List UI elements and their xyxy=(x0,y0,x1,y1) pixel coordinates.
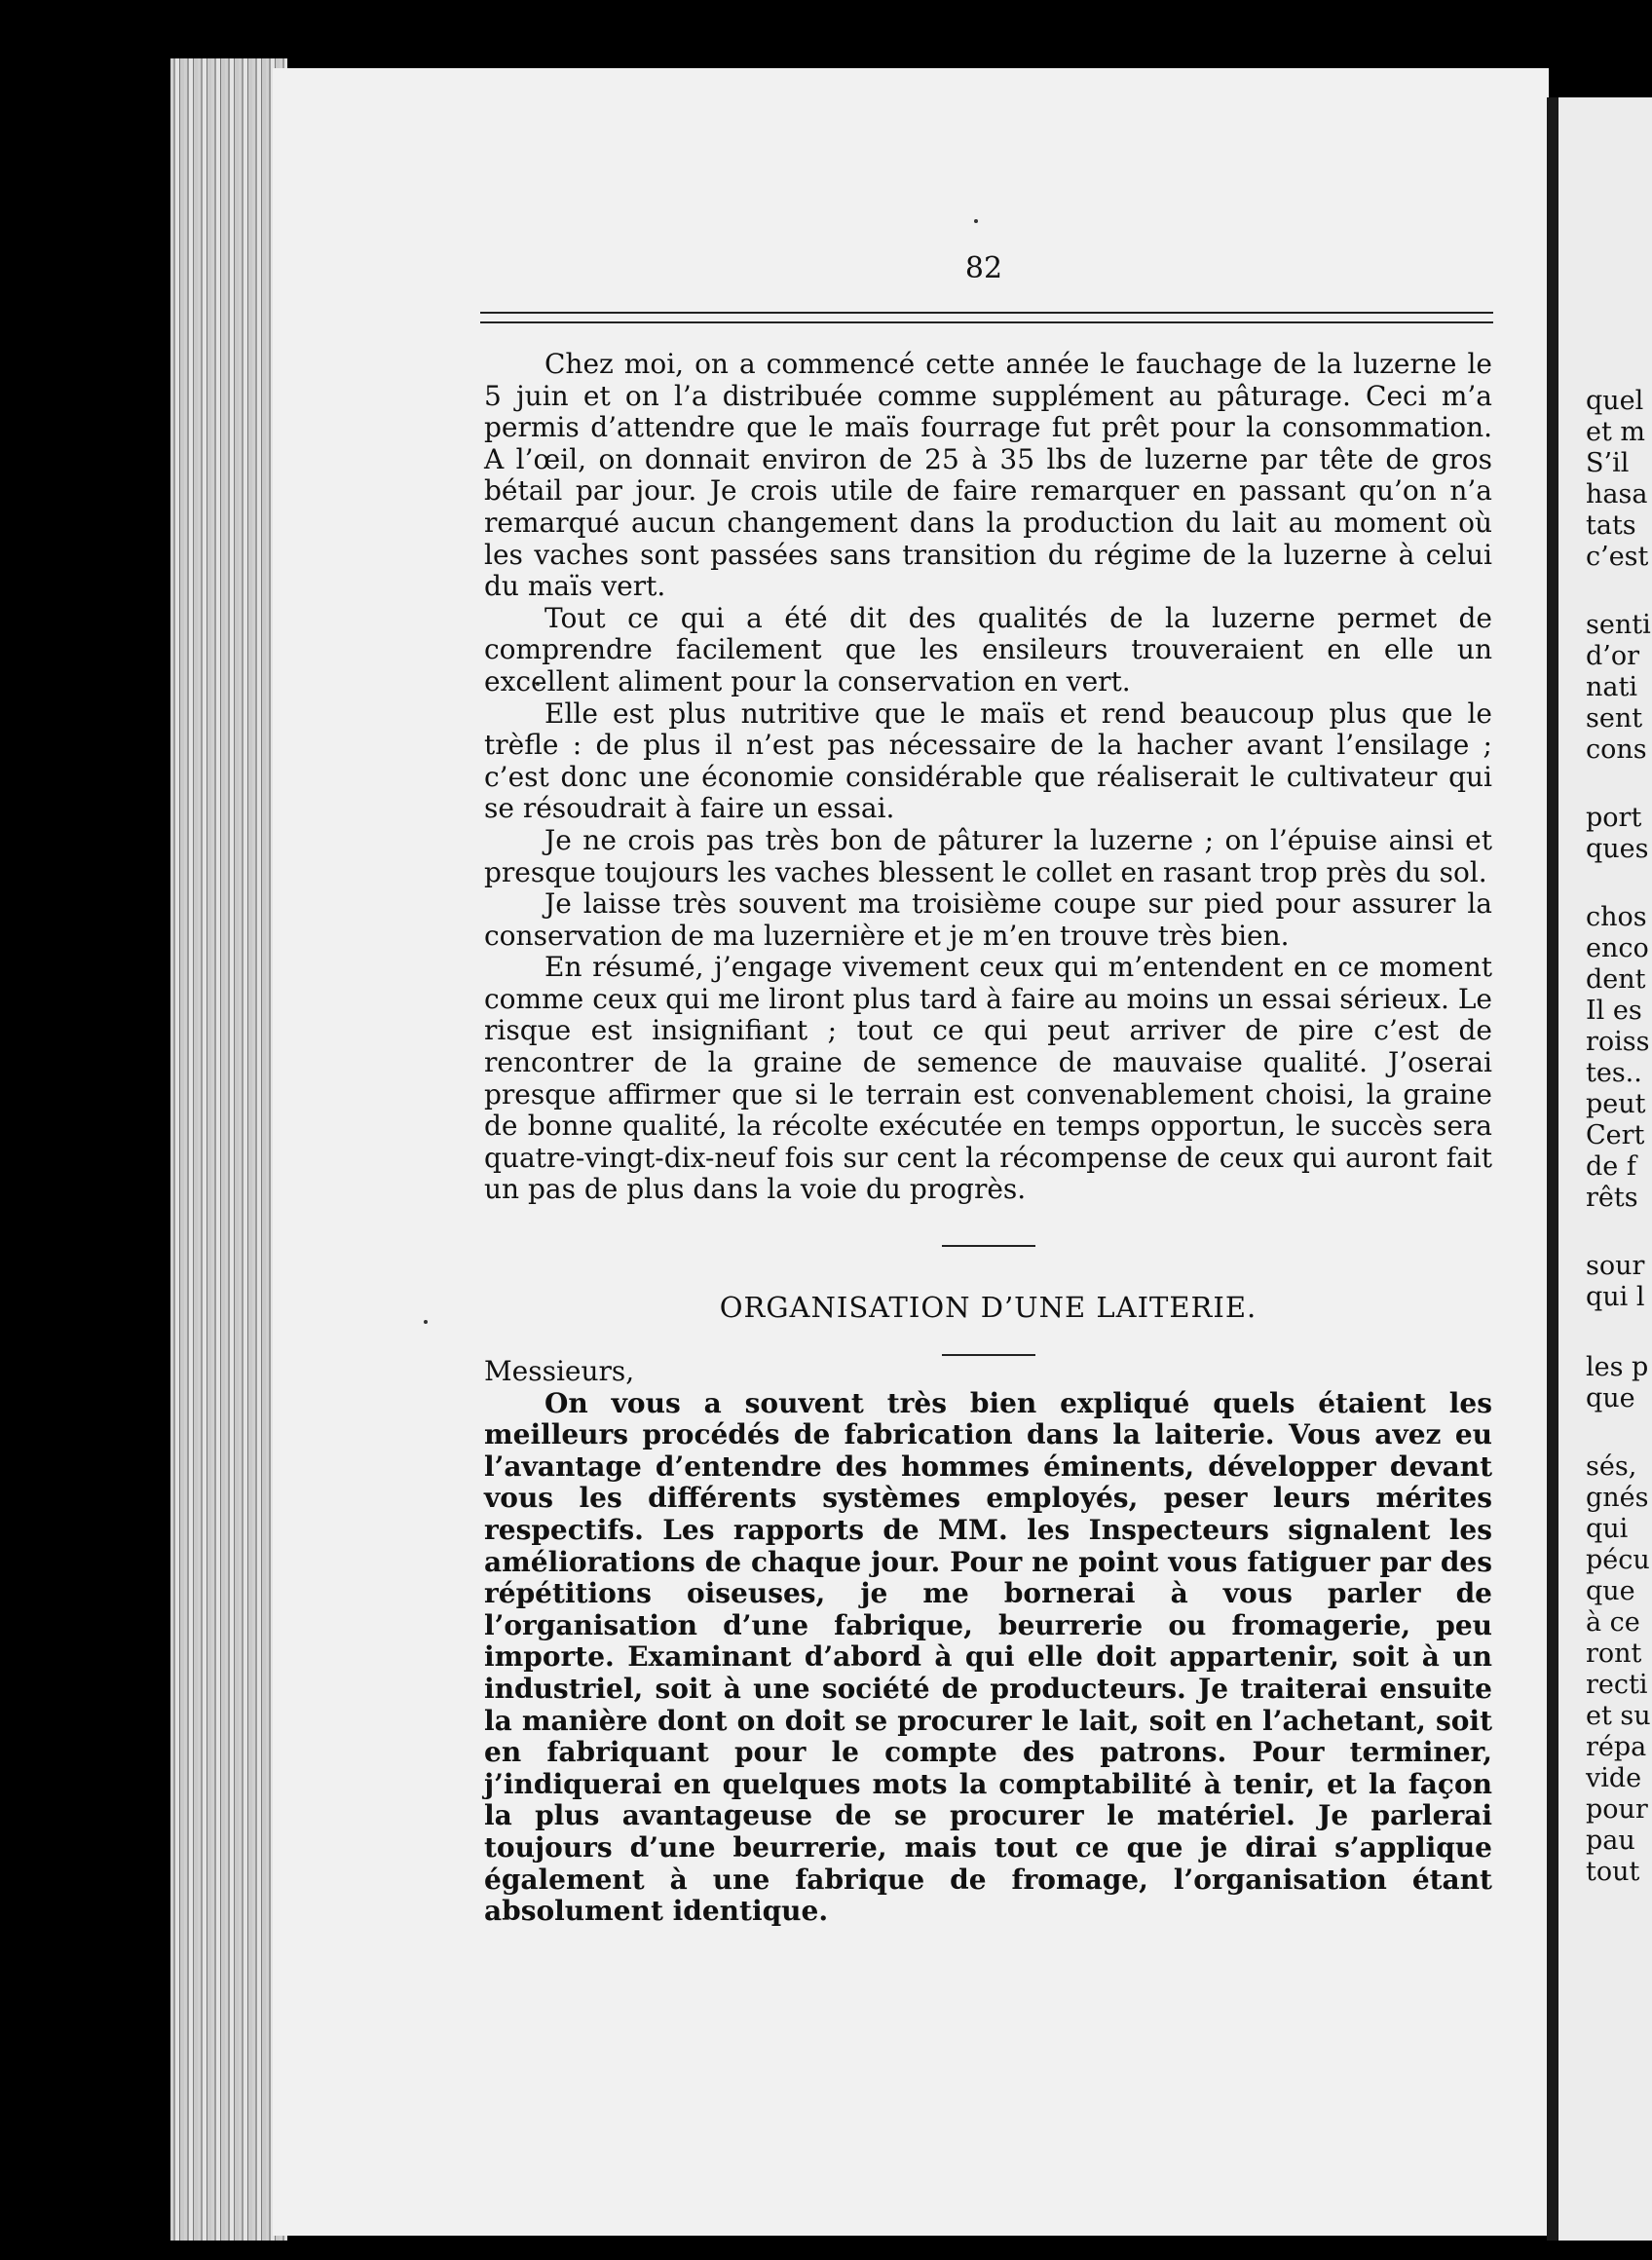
facing-line: sent xyxy=(1586,703,1643,734)
facing-line: pau xyxy=(1586,1826,1635,1856)
section-paragraph: On vous a souvent très bien expliqué quels étaient les meilleurs procédés de fabrication dans la laiterie. Vous avez eu l’avantage d’entendre des hommes éminents, développer devant vous les différents systèmes employés, peser leurs mérites respectifs. Les rapports de MM. les Inspecteurs signalent les améliorations de chaque jour. Pour ne point vous fatiguer par des répétitions oiseuses, je me bornerai à vous parler de l’organisation d’une fabrique, beurrerie ou fromagerie, peu importe. Examinant d’abord à qui elle doit appartenir, soit à un industriel, soit à une société de producteurs. Je traiterai ensuite la manière dont on doit se procurer le lait, soit en l’achetant, soit en fabriquant pour le compte des patrons. Pour terminer, j’indiquerai en quelques mots la comptabilité à tenir, et la façon la plus avantageuse de se procurer le matériel. Je parlerai toujours d’une beurrerie, mais tout ce que je dirai s’applique également à une fabrique de fromage, l’organisation étant absolument identique. xyxy=(484,1386,1492,1928)
facing-line: qui xyxy=(1586,1514,1629,1544)
facing-line: nati xyxy=(1586,672,1637,702)
facing-line: les p xyxy=(1586,1352,1649,1382)
facing-line: que xyxy=(1586,1576,1635,1606)
facing-line: pour xyxy=(1586,1794,1648,1825)
facing-line: roiss xyxy=(1586,1027,1650,1057)
facing-line: pécu xyxy=(1586,1545,1650,1575)
facing-line: répa xyxy=(1586,1732,1647,1762)
page-edges xyxy=(170,58,287,2241)
facing-line: tats xyxy=(1586,510,1636,541)
facing-line: tout xyxy=(1586,1857,1640,1887)
facing-line: sour xyxy=(1586,1251,1645,1281)
page-number: 82 xyxy=(964,251,1003,285)
facing-line: port xyxy=(1586,803,1642,833)
facing-line: sés, xyxy=(1586,1451,1637,1482)
facing-line: enco xyxy=(1586,933,1649,963)
facing-line: vide xyxy=(1586,1763,1642,1793)
facing-line: tes.. xyxy=(1586,1058,1642,1088)
facing-line: c’est xyxy=(1586,542,1649,572)
paragraph: Je laisse très souvent ma troisième coupe sur pied pour assurer la conservation de ma luzernière et je m’en trouve très bien. xyxy=(484,887,1492,952)
facing-line: hasa xyxy=(1586,479,1648,509)
facing-line: peut xyxy=(1586,1089,1646,1119)
paragraph: Elle est plus nutritive que le maïs et rend beaucoup plus que le trèfle : de plus il n’est pas nécessaire de la hacher avant l’ensilage ; c’est donc une économie considérable que réaliserait le cultivateur qui se résoudrait à faire un essai. xyxy=(484,697,1492,825)
paragraph: Chez moi, on a commencé cette année le fauchage de la luzerne le 5 juin et on l’a distribuée comme supplément au pâturage. Ceci m’a permis d’attendre que le maïs fourrage fut prêt pour la consommation. A l’œil, on donnait environ de 25 à 35 lbs de luzerne par tête de gros bétail par jour. Je crois utile de faire remarquer en passant qu’on n’a remarqué aucun changement dans la production du lait au moment où les vaches sont passées sans transition du régime de la luzerne à celui du maïs vert. xyxy=(484,348,1492,603)
facing-line: de f xyxy=(1586,1151,1636,1182)
facing-line: senti xyxy=(1586,610,1651,640)
facing-line: quel xyxy=(1586,386,1644,416)
paragraph: Je ne crois pas très bon de pâturer la luzerne ; on l’épuise ainsi et presque toujours les vaches blessent le collet en rasant trop près du sol. xyxy=(484,823,1492,888)
section-divider-top xyxy=(942,1245,1035,1247)
facing-line: Cert xyxy=(1586,1120,1645,1150)
facing-line: S’il xyxy=(1586,448,1630,478)
page-body xyxy=(484,349,1492,1928)
book-gutter xyxy=(1547,97,1558,2241)
facing-line: ront xyxy=(1586,1638,1642,1669)
facing-page xyxy=(1558,97,1652,2241)
print-speck xyxy=(424,1320,428,1324)
facing-line: rêts xyxy=(1586,1183,1638,1213)
paragraph: En résumé, j’engage vivement ceux qui m’entendent en ce moment comme ceux qui me liront plus tard à faire au moins un essai sérieux. Le risque est insignifiant ; tout ce qui peut arriver de pire c’est de rencontrer de la graine de semence de mauvaise qualité. J’oserai presque affirmer que si le terrain est convenablement choisi, la graine de bonne qualité, la récolte exécutée en temps opportun, le succès sera quatre-vingt-dix-neuf fois sur cent la récompense de ceux qui auront fait un pas de plus dans la voie du progrès. xyxy=(484,951,1492,1206)
paragraph: Tout ce qui a été dit des qualités de la luzerne permet de comprendre facilement que les ensileurs trouveraient en elle un excellent aliment pour la conservation en vert. xyxy=(484,601,1492,697)
facing-line: chos xyxy=(1586,902,1647,932)
facing-line: qui l xyxy=(1586,1282,1645,1312)
section-title: ORGANISATION D’UNE LAITERIE. xyxy=(719,1291,1258,1325)
facing-line: recti xyxy=(1586,1670,1648,1700)
facing-line: cons xyxy=(1586,734,1647,765)
facing-line: gnés xyxy=(1586,1483,1649,1513)
facing-line: ques xyxy=(1586,834,1649,864)
facing-line: d’or xyxy=(1586,641,1640,671)
salutation: Messieurs, xyxy=(484,1355,635,1388)
facing-line: à ce xyxy=(1586,1607,1640,1638)
facing-line: que xyxy=(1586,1383,1635,1413)
facing-line: Il es xyxy=(1586,996,1642,1026)
facing-line: et su xyxy=(1586,1701,1651,1731)
facing-line: dent xyxy=(1586,964,1646,995)
facing-line: et m xyxy=(1586,417,1646,447)
print-speck xyxy=(974,219,978,223)
header-rule xyxy=(480,312,1493,323)
